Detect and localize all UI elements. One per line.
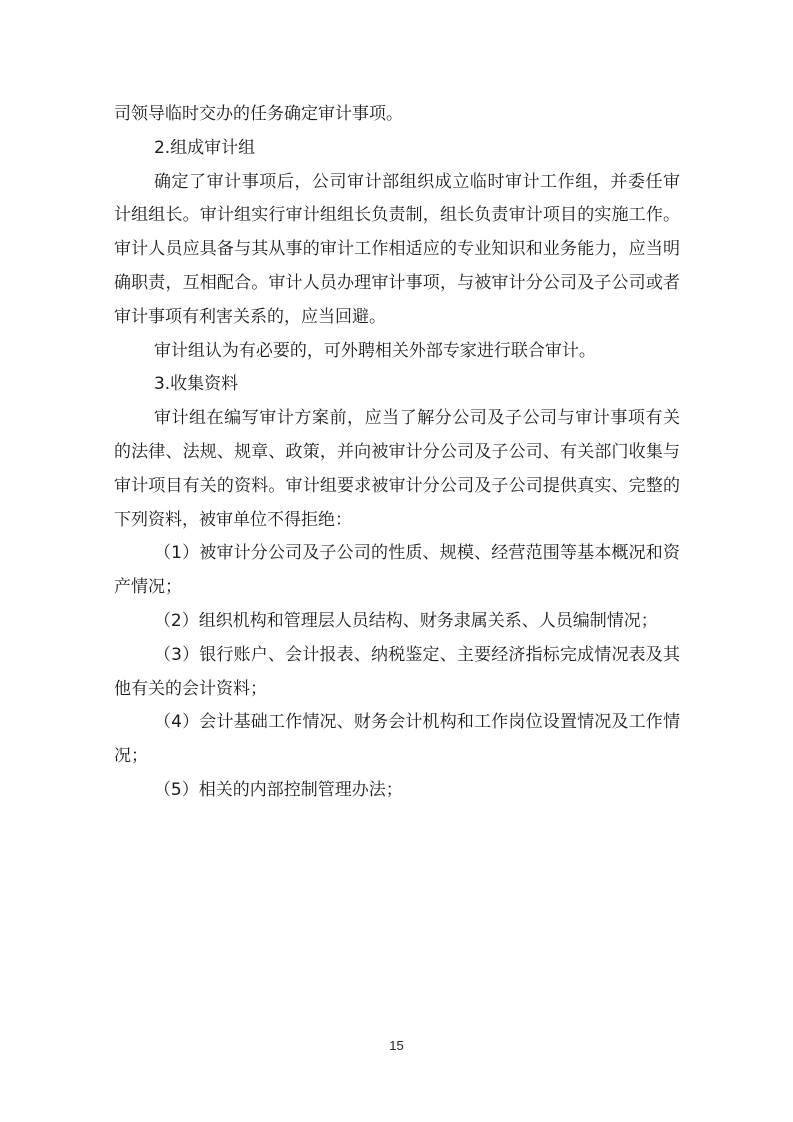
section-heading-3: 3.收集资料	[153, 374, 239, 395]
list-item-4: （4）会计基础工作情况、财务会计机构和工作岗位设置情况及工作情况；	[114, 712, 680, 767]
list-item-3: （3）银行账户、会计报表、纳税鉴定、主要经济指标完成情况表及其他有关的会计资料；	[114, 644, 680, 699]
list-item-5: （5）相关的内部控制管理办法；	[153, 779, 403, 800]
list-item-1: （1）被审计分公司及子公司的性质、规模、经营范围等基本概况和资产情况；	[114, 543, 680, 598]
paragraph-continuation: 司领导临时交办的任务确定审计事项。	[114, 104, 403, 124]
section-heading-2: 2.组成审计组	[153, 137, 256, 158]
paragraph-collect-materials: 审计组在编写审计方案前，应当了解分公司及子公司与审计事项有关的法律、法规、规章、政策，并向被审计分公司及子公司、有关部门收集与审计项目有关的资料。审计组要求被审计分公司及子公司提供真实、完整的下列资料，被审单位不得拒绝：	[114, 408, 680, 530]
list-item-2: （2）组织机构和管理层人员结构、财务隶属关系、人员编制情况；	[153, 610, 658, 631]
document-body	[114, 98, 680, 808]
paragraph-external-experts: 审计组认为有必要的，可外聘相关外部专家进行联合审计。	[153, 340, 596, 361]
paragraph-audit-team: 确定了审计事项后，公司审计部组织成立临时审计工作组，并委任审计组组长。审计组实行审计组组长负责制，组长负责审计项目的实施工作。审计人员应具备与其从事的审计工作相适应的专业知识和业务能力，应当明确职责，互相配合。审计人员办理审计事项，与被审计分公司及子公司或者审计事项有利害关系的，应当回避。	[114, 171, 680, 327]
page-number: 15	[389, 1038, 404, 1053]
